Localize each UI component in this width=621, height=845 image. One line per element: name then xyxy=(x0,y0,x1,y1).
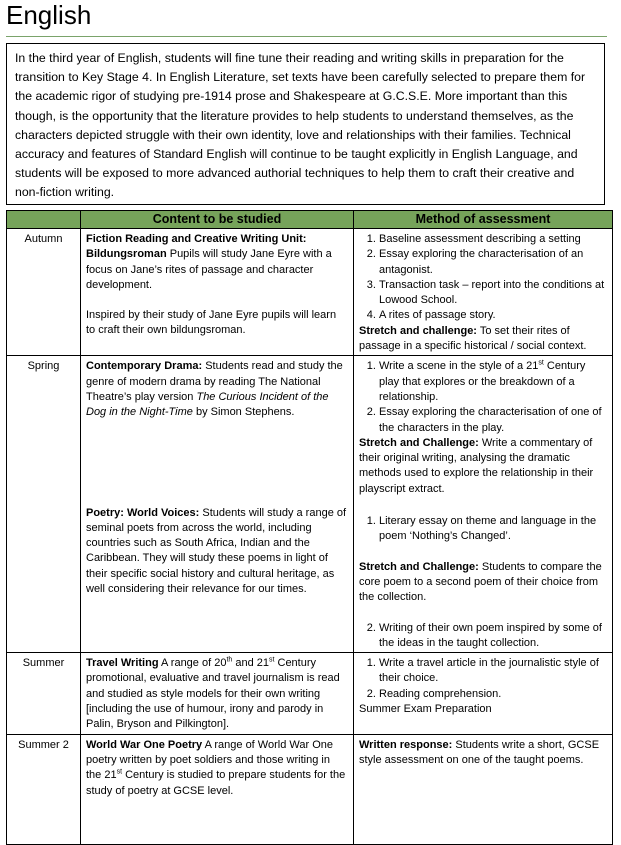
table-row xyxy=(7,356,613,653)
list-item: 2. Essay exploring the characterisation of one of the characters in the play. xyxy=(379,405,607,436)
term-summer-2: Summer 2 xyxy=(7,734,81,844)
unit-text: Pupils will study Jane Eyre with a focus on Jane’s rites of passage and character development. xyxy=(86,248,332,291)
unit-text: Students read and study the genre of modern drama by reading The National Theatre’s play version xyxy=(86,360,343,403)
unit-title: Travel Writing xyxy=(86,657,159,670)
autumn-content xyxy=(81,229,354,356)
header-content: Content to be studied xyxy=(81,211,354,229)
stretch-text: Write a commentary of their original writing, analysing the dramatic methods used to explore the relationship in their playscript extract. xyxy=(359,436,594,495)
list-item: 1. Write a travel article in the journalistic style of their choice. xyxy=(379,656,607,687)
table-header-row xyxy=(7,211,613,229)
list-item: 2. Reading comprehension. xyxy=(379,687,607,702)
list-item: 1. Baseline assessment describing a setting xyxy=(379,232,607,247)
summer2-content: World War One Poetry A range of World War One poetry written by poet soldiers and those writing in the 21st Century is studied to prepare students for the study of poetry at GCSE level. xyxy=(81,734,354,844)
table-row xyxy=(7,734,613,844)
table-row xyxy=(7,653,613,734)
list-item: 2. Essay exploring the characterisation of an antagonist. xyxy=(379,247,607,278)
term-spring: Spring xyxy=(7,356,81,653)
list-item: 1. Literary essay on theme and language in the poem ‘Nothing’s Changed’. xyxy=(379,514,607,545)
unit-title: Fiction Reading and Creative Writing Unit: Bildungsroman xyxy=(86,233,307,261)
stretch-label: Stretch and challenge: xyxy=(359,324,477,337)
list-item: 2. Writing of their own poem inspired by some of the ideas in the taught collection. xyxy=(379,621,607,652)
spring-assessment xyxy=(354,356,613,653)
curriculum-table xyxy=(6,210,613,845)
stretch-label: Stretch and Challenge: xyxy=(359,560,479,573)
title-divider xyxy=(6,36,607,37)
list-item: 4. A rites of passage story. xyxy=(379,308,607,323)
summer-content: Travel Writing A range of 20th and 21st Century promotional, evaluative and travel journalism is read and studied as style models for their own writing [including the use of humour, irony and parody in Palin, Bryson and Pilkington]. xyxy=(81,653,354,734)
assessment-note: Summer Exam Preparation xyxy=(359,703,492,716)
summer-assessment xyxy=(354,653,613,734)
header-term xyxy=(7,211,81,229)
table-row xyxy=(7,229,613,356)
unit-title: World War One Poetry xyxy=(86,738,203,751)
header-assessment: Method of assessment xyxy=(354,211,613,229)
unit-text: Students will study a range of seminal poets from across the world, including countries such as South Africa, Indian and the Caribbean. They will study these poems in light of their specific social history and cultural heritage, as well considering their relevance for our times. xyxy=(86,506,347,596)
response-label: Written response: xyxy=(359,738,453,751)
intro-paragraph: In the third year of English, students will fine tune their reading and writing skills in preparation for the transition to Key Stage 4. In English Literature, set texts have been carefully selected to prepare them for the academic rigor of studying pre-1914 prose and Shakespeare at G.C.S.E. More important than this though, is the opportunity that the literature provides to help students to understand themselves, as the characters depicted struggle with their own identity, love and relationships with their families. Technical accuracy and features of Standard English will continue to be taught explicitly in English Language, and students will be exposed to more advanced authorial techniques to help them to craft their creative and non-fiction writing. xyxy=(6,43,605,205)
term-summer: Summer xyxy=(7,653,81,734)
stretch-text: Students to compare the core poem to a second poem of their choice from the collection. xyxy=(359,560,602,604)
unit-text: by Simon Stephens. xyxy=(192,406,295,419)
list-item: 3. Transaction task – report into the conditions at Lowood School. xyxy=(379,278,607,309)
stretch-text: To set their rites of passage in a specific historical / social context. xyxy=(359,324,587,353)
unit-title: Poetry: World Voices: xyxy=(86,506,200,519)
list-item: 1. Write a scene in the style of a 21st Century play that explores or the breakdown of a relationship. xyxy=(379,359,607,405)
autumn-assessment xyxy=(354,229,613,356)
page-title: English xyxy=(6,0,92,30)
unit-text: Inspired by their study of Jane Eyre pupils will learn to craft their own bildungsroman. xyxy=(86,309,337,337)
play-title: The Curious Incident of the Dog in the Night-Time xyxy=(86,390,329,419)
response-text: Students write a short, GCSE style assessment on one of the taught poems. xyxy=(359,738,600,766)
spring-content xyxy=(81,356,354,653)
term-autumn: Autumn xyxy=(7,229,81,356)
unit-title: Contemporary Drama: xyxy=(86,360,203,373)
stretch-label: Stretch and Challenge: xyxy=(359,436,479,449)
summer2-assessment xyxy=(354,734,613,844)
